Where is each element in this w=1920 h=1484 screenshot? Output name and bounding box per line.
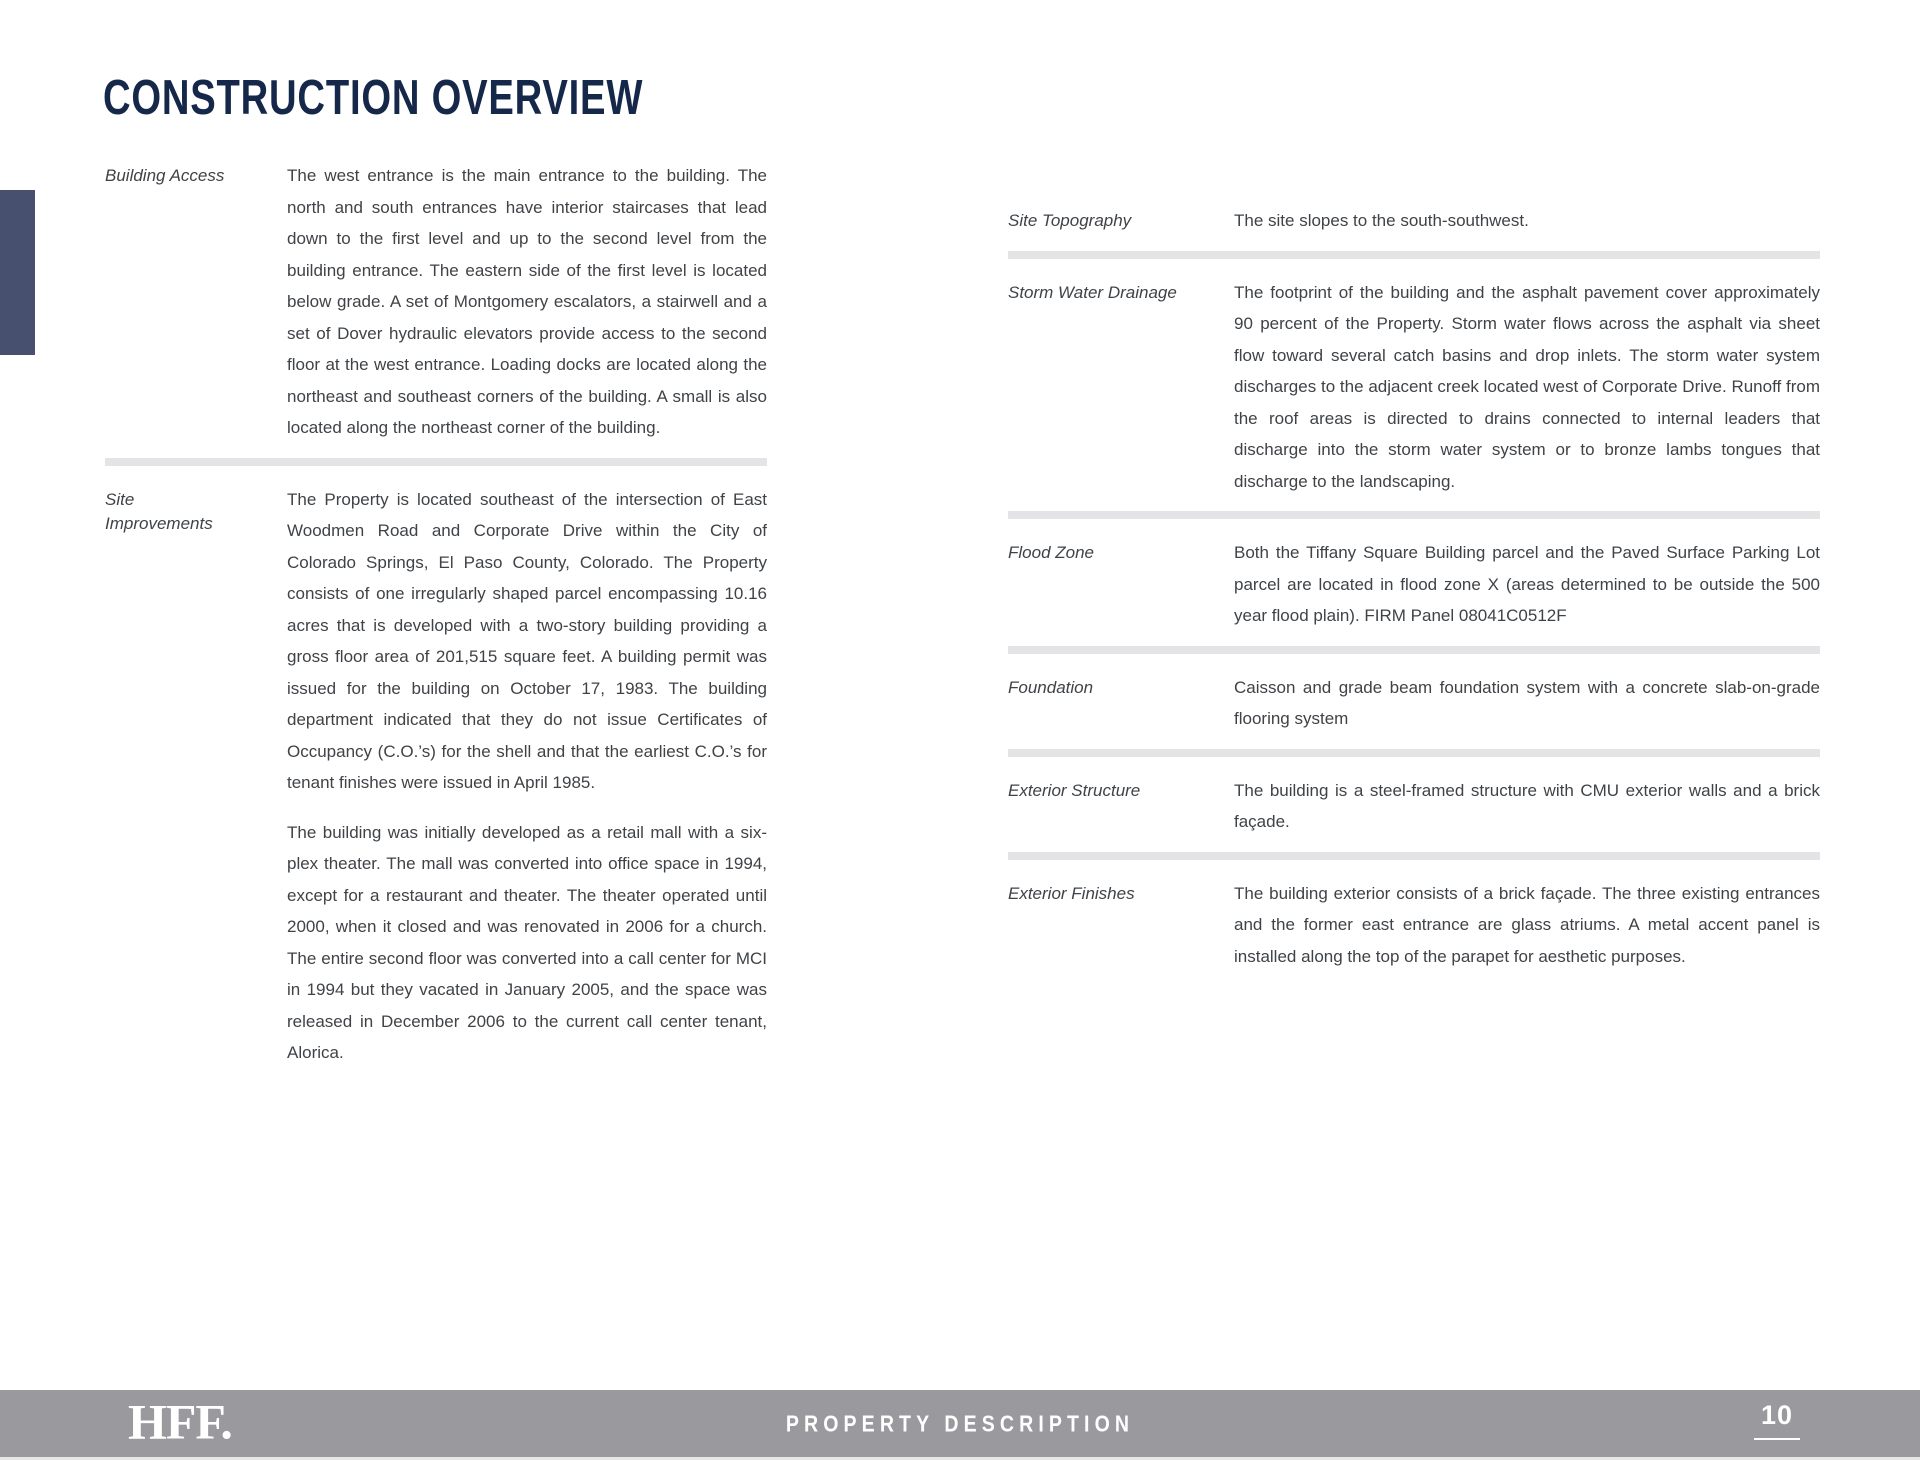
section-label: Site Topography — [1008, 211, 1132, 230]
page-title: CONSTRUCTION OVERVIEW — [103, 71, 644, 125]
section-row-exterior-structure — [1008, 757, 1820, 852]
section-label: Exterior Structure — [1008, 780, 1141, 800]
footer-bar — [0, 1390, 1920, 1457]
section-divider — [105, 458, 767, 466]
section-body — [1234, 878, 1820, 973]
section-paragraph: The building was initially developed as a retail mall with a six-plex theater. The mall was converted into office space in 1994, except for a restaurant and theater. The theater operated until 2000, when it closed and was renovated in 2006 for a church. The entire second floor was converted into a call center for MCI in 1994 but they vacated in January 2005, and the space was released in December 2006 to the current call center tenant, Alorica. — [287, 822, 767, 1062]
section-row-flood-zone — [1008, 519, 1820, 646]
section-body — [1234, 672, 1820, 735]
section-paragraph: The site slopes to the south-southwest. — [1234, 211, 1529, 230]
section-row-site-topography — [1008, 205, 1820, 251]
section-paragraph: The west entrance is the main entrance to the building. The north and south entrances have interior staircases that lead down to the first level and up to the second level from the building entrance. The eastern side of the first level is located below grade. A set of Montgomery escalators, a stairwell and a set of Dover hydraulic elevators provide access to the second floor at the west entrance. Loading docks are located along the northeast and southeast corners of the building. A small is also located along the northeast corner of the building. — [287, 166, 767, 437]
section-paragraph: The building exterior consists of a brick façade. The three existing entrances and the former east entrance are glass atriums. A metal accent panel is installed along the top of the parapet for aesthetic purposes. — [1234, 883, 1820, 966]
section-row-exterior-finishes — [1008, 860, 1820, 987]
section-paragraph: The Property is located southeast of the intersection of East Woodmen Road and Corporate Drive within the City of Colorado Springs, El Paso County, Colorado. The Property consists of one irregularly shaped parcel encompassing 10.16 acres that is developed with a two-story building providing a gross floor area of 201,515 square feet. A building permit was issued for the building on October 17, 1983. The building department indicated that they do not issue Certificates of Occupancy (C.O.’s) for the shell and that the earliest C.O.’s for tenant finishes were issued in April 1985. — [287, 489, 767, 792]
section-label: Building Access — [105, 166, 225, 185]
section-body — [287, 160, 767, 444]
section-body — [1234, 775, 1820, 838]
page-number: 10 — [1754, 1400, 1800, 1440]
section-row-storm-water-drainage — [1008, 259, 1820, 512]
section-divider — [1008, 251, 1820, 259]
section-paragraph: Both the Tiffany Square Building parcel and the Paved Surface Parking Lot parcel are located in flood zone X (areas determined to be outside the 500 year flood plain). FIRM Panel 08041C0512F — [1234, 543, 1820, 625]
section-row-site-improvements — [105, 466, 767, 1083]
section-body — [1234, 537, 1820, 632]
section-label: Flood Zone — [1008, 543, 1094, 562]
footer-section-label: PROPERTY DESCRIPTION — [785, 1410, 1135, 1436]
section-paragraph: Caisson and grade beam foundation system with a concrete slab-on-grade flooring system — [1234, 677, 1820, 728]
section-divider — [1008, 749, 1820, 757]
section-label: Storm Water Drainage — [1008, 282, 1177, 302]
section-label: Exterior Finishes — [1008, 883, 1135, 903]
section-body — [287, 484, 767, 1069]
section-divider — [1008, 511, 1820, 519]
section-paragraph: The building is a steel-framed structure with CMU exterior walls and a brick façade. — [1234, 780, 1820, 831]
section-label: Site Improvements — [105, 489, 213, 533]
section-row-building-access — [105, 160, 767, 458]
section-paragraph: The footprint of the building and the asphalt pavement cover approximately 90 percent of the Property. Storm water flows across the asphalt via sheet flow toward several catch basins and drop inlets. The storm water system discharges to the adjacent creek located west of Corporate Drive. Runoff from the roof areas is directed to drains connected to internal leaders that discharge into the storm water system or to bronze lambs tongues that discharge to the landscaping. — [1234, 282, 1820, 491]
section-divider — [1008, 852, 1820, 860]
section-body — [1234, 277, 1820, 498]
side-tab — [0, 190, 35, 355]
right-column — [1008, 205, 1820, 986]
hff-logo: HFF. — [128, 1393, 232, 1450]
section-divider — [1008, 646, 1820, 654]
left-column — [105, 160, 767, 1083]
section-body — [1234, 205, 1820, 237]
section-label: Foundation — [1008, 677, 1094, 697]
section-row-foundation — [1008, 654, 1820, 749]
